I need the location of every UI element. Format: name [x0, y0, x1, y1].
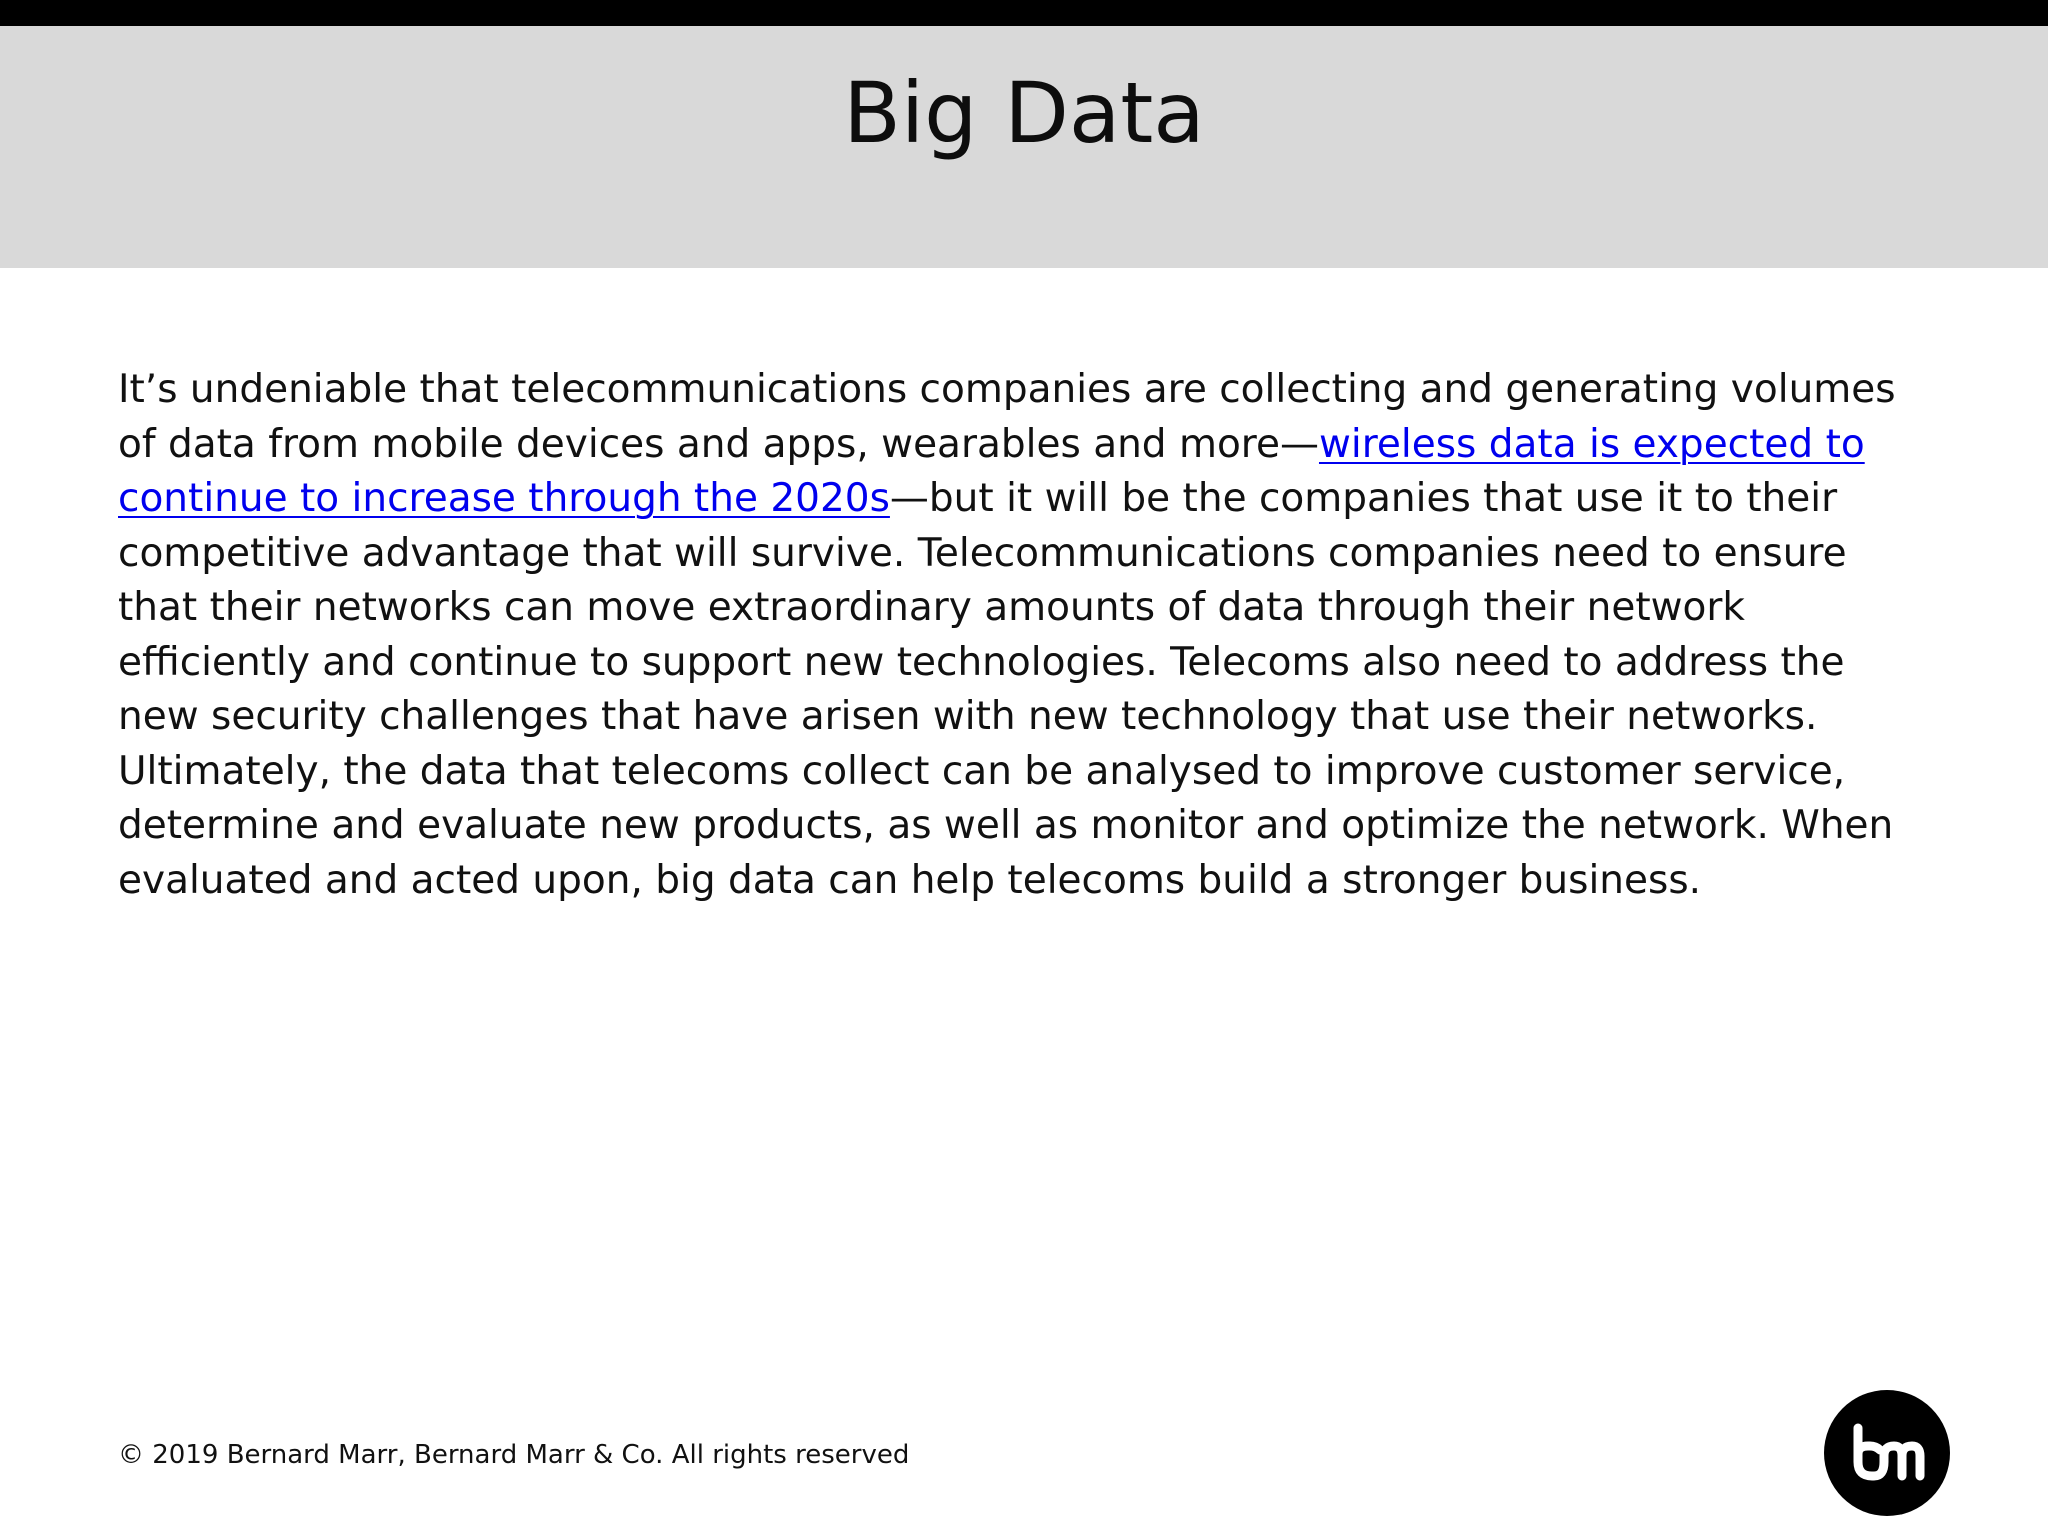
copyright-footer: © 2019 Bernard Marr, Bernard Marr & Co. All rights reserved: [118, 1440, 910, 1470]
slide-body: [118, 363, 1930, 908]
top-bar: [0, 0, 2048, 26]
body-text-before-link: It’s undeniable that telecommunications companies are collecting and generating volumes of data from mobile devices and apps, wearables and more—: [118, 367, 1896, 467]
bm-logo-mark: [1824, 1390, 1950, 1516]
bm-logo-icon: [1824, 1390, 1950, 1516]
slide-title: Big Data: [843, 64, 1205, 162]
wireless-data-link[interactable]: wireless data is expected to continue to increase through the 2020s: [118, 421, 1865, 521]
body-text-after-link: —but it will be the companies that use it to their competitive advantage that will survive. Telecommunications companies need to ensure that their networks can move extraordinary amounts of data through their network efficiently and continue to support new technologies. Telecoms also need to address the new security challenges that have arisen with new technology that use their networks. Ultimately, the data that telecoms collect can be analysed to improve customer service, determine and evaluate new products, as well as monitor and optimize the network. When evaluated and acted upon, big data can help telecoms build a stronger business.: [118, 476, 1894, 903]
